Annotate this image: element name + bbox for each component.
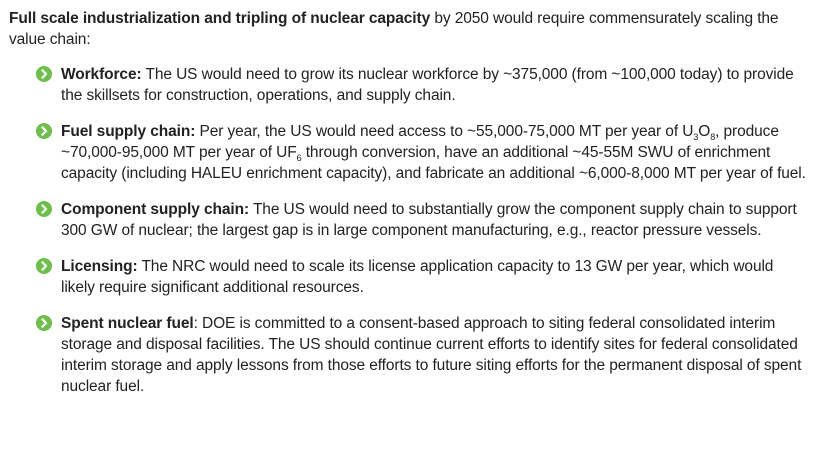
subscript: 3 (693, 132, 699, 142)
chevron-circle-right-icon (36, 315, 52, 331)
bullet-label: Fuel supply chain: (61, 123, 196, 140)
bullet-text: : DOE is committed to a consent-based approach to siting federal consolidated interim storage and disposal facilities. The US should continue current efforts to identify sites for federal consolidated interim storage and apply lessons from those efforts to future siting efforts for the permanent disposal of spent nuclear fuel. (61, 315, 802, 395)
bullet-label: Spent nuclear fuel (61, 315, 194, 332)
subscript: 6 (296, 153, 302, 163)
bullet-licensing (9, 256, 808, 298)
bullet-workforce (9, 64, 808, 106)
bullet-component-supply-chain (9, 199, 808, 241)
bullet-text: through conversion, have an additional ~45-55M SWU of enrichment capacity (including HALEU enrichment capacity), and fabricate an additional ~6,000-8,000 MT per year of fuel. (61, 144, 806, 182)
bullet-list (9, 64, 808, 397)
bullet-text: O (698, 123, 711, 140)
bullet-text: The US would need to substantially grow the component supply chain to support 300 GW of nuclear; the largest gap is in large component manufacturing, e.g., reactor pressure vessels. (61, 201, 797, 239)
chevron-circle-right-icon (36, 201, 52, 217)
chevron-circle-right-icon (36, 258, 52, 274)
bullet-label: Component supply chain: (61, 201, 250, 218)
subscript: 8 (710, 132, 716, 142)
bullet-text: , produce ~70,000-95,000 MT per year of UF (61, 123, 779, 161)
bullet-fuel-supply-chain (9, 121, 808, 184)
bullet-text: Per year, the US would need access to ~55,000-75,000 MT per year of U (195, 123, 694, 140)
intro-paragraph (9, 8, 808, 50)
bullet-spent-nuclear-fuel (9, 313, 808, 397)
chevron-circle-right-icon (36, 66, 52, 82)
chevron-circle-right-icon (36, 123, 52, 139)
intro-bold: Full scale industrialization and tripling of nuclear capacity (9, 10, 431, 27)
bullet-text: The NRC would need to scale its license application capacity to 13 GW per year, which would likely require significant additional resources. (61, 258, 774, 296)
bullet-text: The US would need to grow its nuclear workforce by ~375,000 (from ~100,000 today) to provide the skillsets for construction, operations, and supply chain. (61, 66, 794, 104)
bullet-label: Licensing: (61, 258, 138, 275)
bullet-label: Workforce: (61, 66, 142, 83)
intro-text: by 2050 would require commensurately scaling the value chain: (9, 10, 779, 48)
